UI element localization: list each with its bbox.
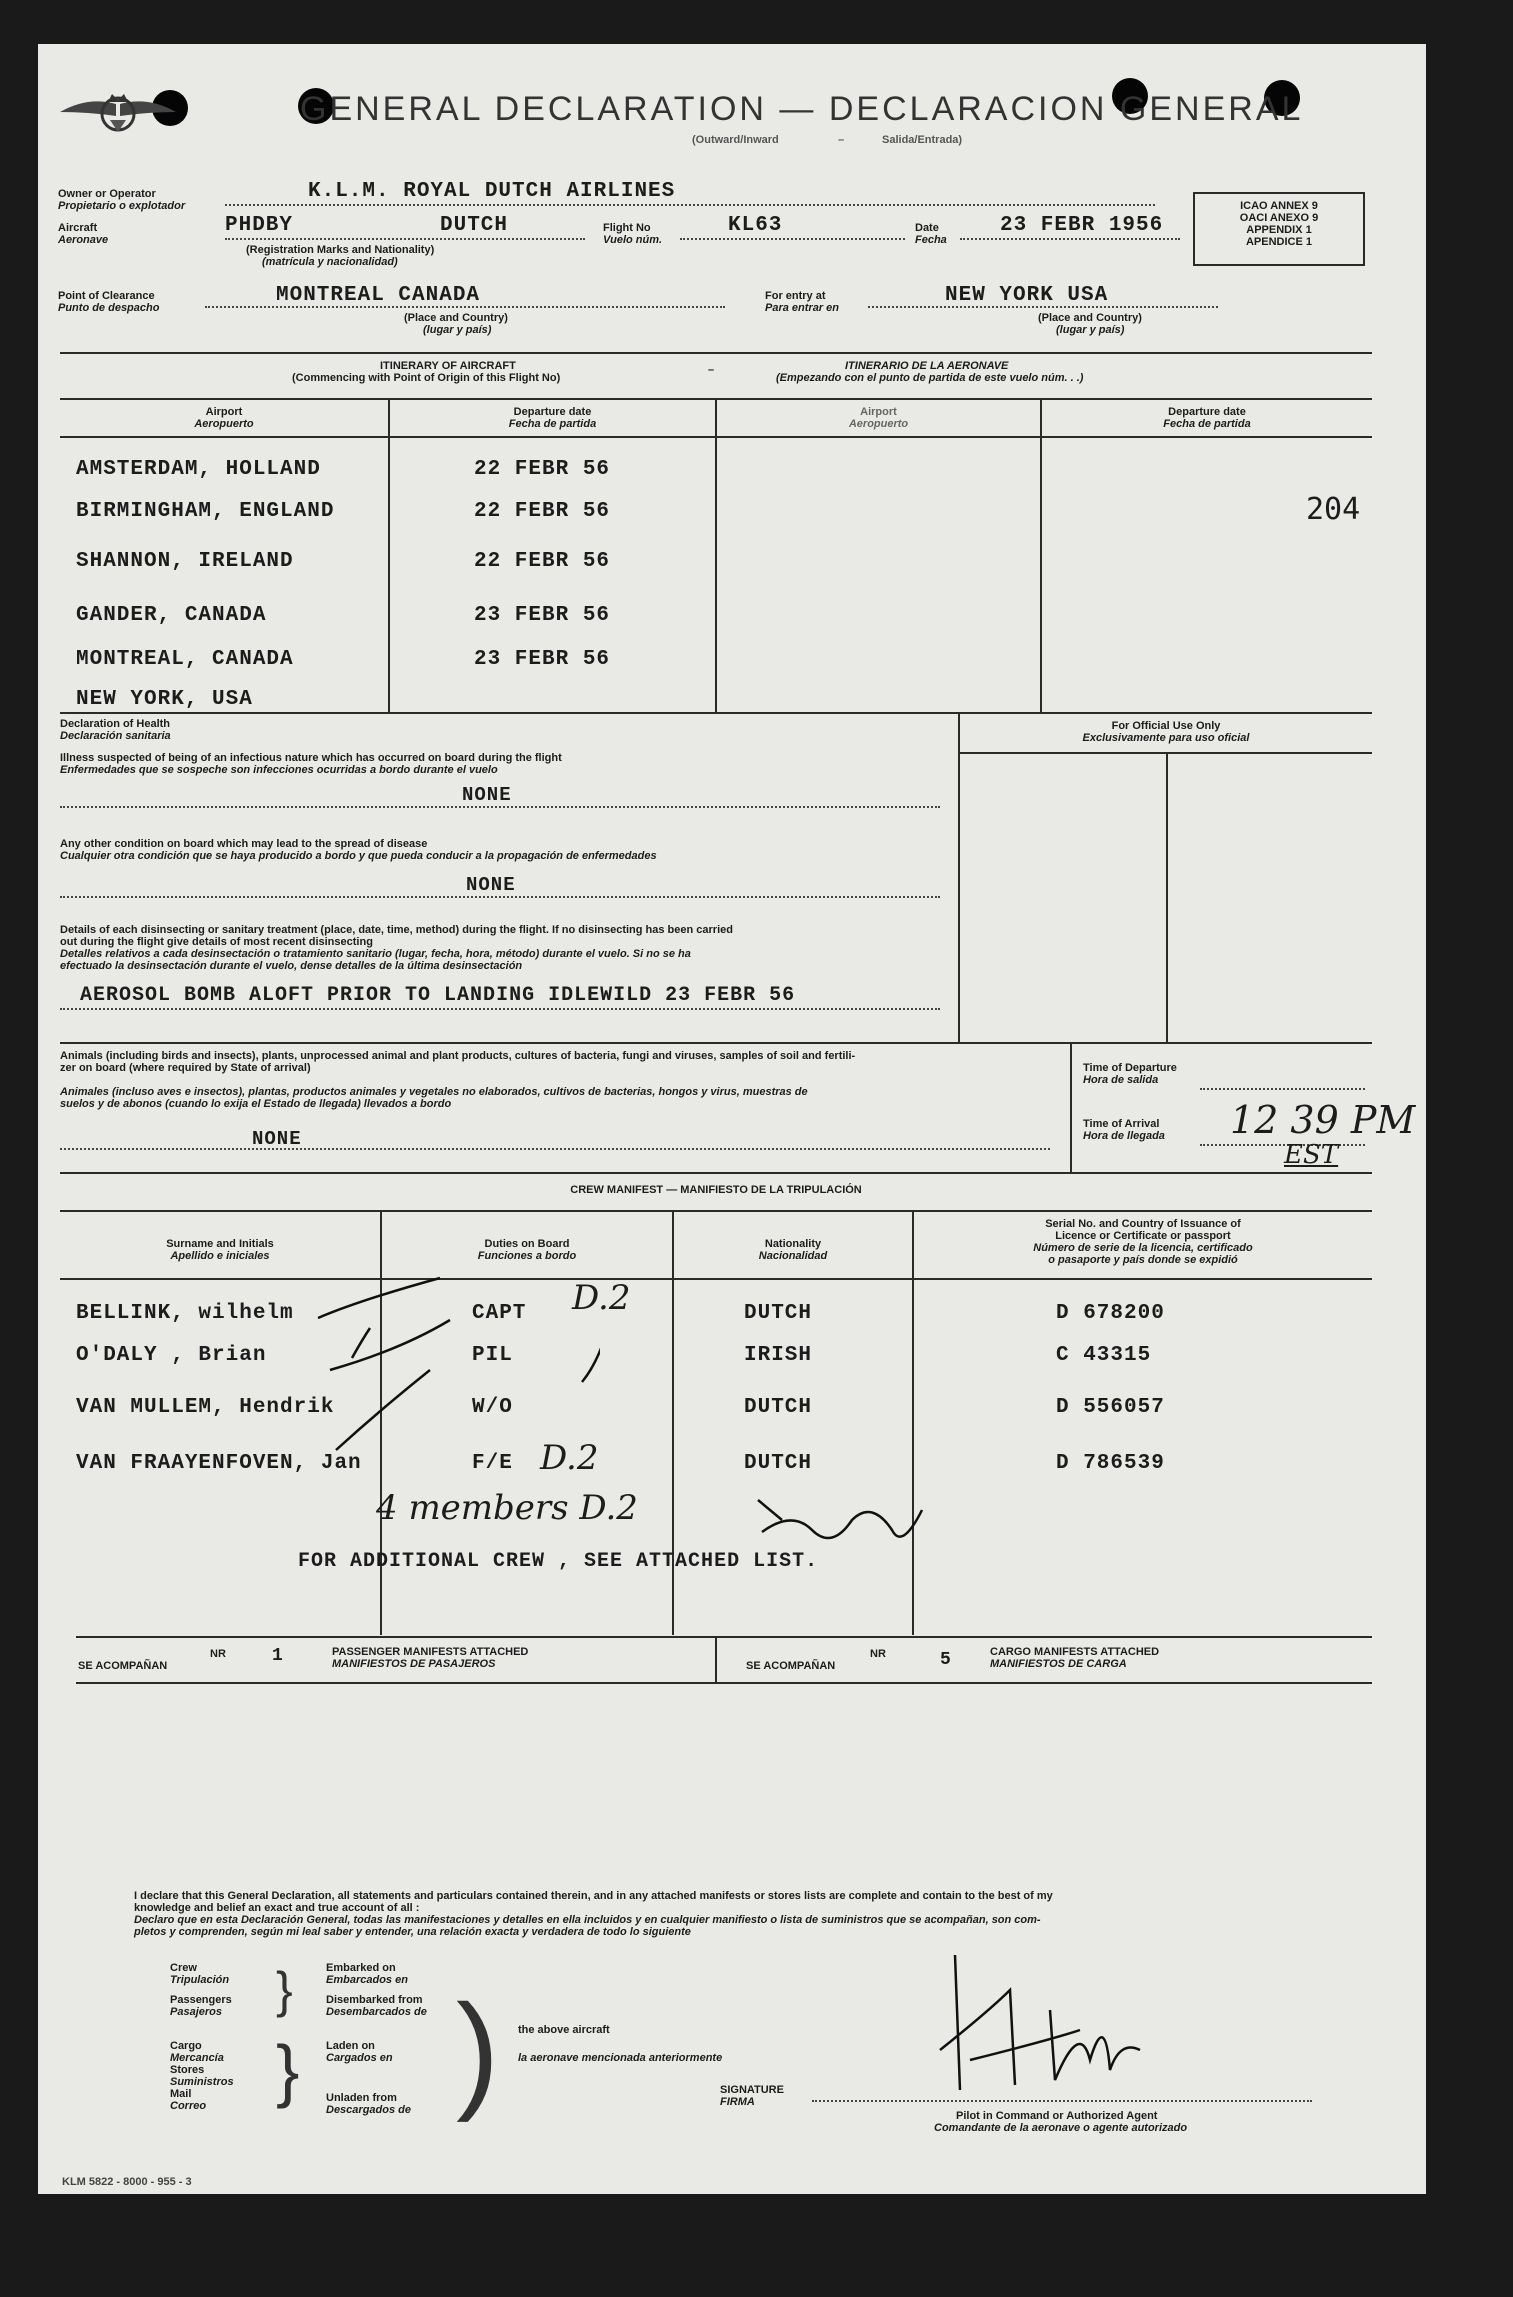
illness-label-es: Enfermedades que se sospeche son infecciones ocurridas a bordo durante el vuelo <box>60 764 498 776</box>
crew-name: O'DALY , Brian <box>76 1344 267 1367</box>
entry-value: NEW YORK USA <box>945 284 1109 307</box>
icao-line-3: APPENDIX 1 <box>1246 224 1312 236</box>
handwritten-d2-fe: D.2 <box>540 1438 599 1478</box>
illness-value: NONE <box>462 784 512 806</box>
passenger-manifest-label-es: MANIFIESTOS DE PASAJEROS <box>332 1658 496 1670</box>
icao-line-2: OACI ANEXO 9 <box>1239 212 1319 224</box>
declaration-text: I declare that this General Declaration, all statements and particulars contained therein, and in any attached manifests or stores lists are complete and contain to the best of my <box>134 1890 1053 1902</box>
handwritten-members-note: 4 members D.2 <box>376 1488 638 1528</box>
col-airport-header-2-es: Aeropuerto <box>848 418 909 430</box>
group2-stores: Stores <box>170 2064 205 2076</box>
date-label-es: Fecha <box>915 234 947 246</box>
itinerary-heading-es: ITINERARIO DE LA AERONAVE <box>845 360 1009 372</box>
col-airport-header-2: Airport <box>860 406 897 418</box>
official-use-label: For Official Use Only <box>1111 720 1221 732</box>
form-title: GENERAL DECLARATION — DECLARACION GENERAL <box>300 90 1304 128</box>
signer-label-es: Comandante de la aeronave o agente autorizado <box>934 2122 1188 2134</box>
col-departure-header-es: Fecha de partida <box>508 418 597 430</box>
owner-label-es: Propietario o explotador <box>58 200 186 212</box>
itinerary-date: 22 FEBR 56 <box>474 550 611 573</box>
arrival-time-handwritten: 12 39 PM <box>1230 1098 1416 1142</box>
cargo-manifest-count: 5 <box>940 1650 952 1670</box>
animals-label-es-2: suelos y de abonos (cuando lo exija el Estado de llegada) llevados a bordo <box>60 1098 452 1110</box>
se-acompanan-passenger: SE ACOMPAÑAN <box>78 1660 168 1672</box>
itinerary-date: 22 FEBR 56 <box>474 500 611 523</box>
disinsect-label: Details of each disinsecting or sanitary treatment (place, date, time, method) during the flight. If no disinsecting has been carried <box>60 924 733 936</box>
aircraft-ref: the above aircraft <box>518 2024 610 2036</box>
col-name-header-es: Apellido e iniciales <box>170 1250 270 1262</box>
itinerary-heading-sub-es: (Empezando con el punto de partida de este vuelo núm. . .) <box>776 372 1084 384</box>
crew-licence: D 556057 <box>1056 1396 1165 1419</box>
declaration-text-2: knowledge and belief an exact and true account of all : <box>134 1902 420 1914</box>
arrival-zone-handwritten: EST <box>1284 1140 1339 1170</box>
group1-passengers-es: Pasajeros <box>170 2006 222 2018</box>
group2-mail: Mail <box>170 2088 192 2100</box>
disinsect-value: AEROSOL BOMB ALOFT PRIOR TO LANDING IDLEWILD 23 FEBR 56 <box>80 984 796 1007</box>
animals-value: NONE <box>252 1128 302 1150</box>
handwritten-d2-capt: D.2 <box>572 1278 631 1318</box>
crew-name: BELLINK, wilhelm <box>76 1302 294 1325</box>
owner-label: Owner or Operator <box>58 188 156 200</box>
flight-label: Flight No <box>603 222 651 234</box>
nationality-value: DUTCH <box>440 214 509 237</box>
crew-duty: PIL <box>472 1344 513 1367</box>
aircraft-label-es: Aeronave <box>58 234 109 246</box>
crew-name: VAN FRAAYENFOVEN, Jan <box>76 1452 362 1475</box>
col-departure-header-2: Departure date <box>1168 406 1246 418</box>
group1-disembarked: Disembarked from <box>326 1994 423 2006</box>
itinerary-heading-sub: (Commencing with Point of Origin of this Flight No) <box>292 372 561 384</box>
handwritten-initials <box>752 1480 932 1560</box>
itinerary-airport: GANDER, CANADA <box>76 604 267 627</box>
signer-label: Pilot in Command or Authorized Agent <box>956 2110 1158 2122</box>
passenger-manifest-count: 1 <box>272 1646 284 1666</box>
time-departure-label: Time of Departure <box>1083 1062 1177 1074</box>
crew-duty: W/O <box>472 1396 513 1419</box>
group2-unladen: Unladen from <box>326 2092 397 2104</box>
crew-heading: CREW MANIFEST — MANIFIESTO DE LA TRIPULACIÓN <box>570 1184 862 1196</box>
registration-caption: (Registration Marks and Nationality) <box>246 244 435 256</box>
title-subtitle-outward: (Outward/Inward <box>692 134 779 146</box>
itinerary-airport: NEW YORK, USA <box>76 688 253 711</box>
time-arrival-label-es: Hora de llegada <box>1083 1130 1165 1142</box>
illness-label: Illness suspected of being of an infectious nature which has occurred on board during the flight <box>60 752 562 764</box>
clearance-label-es: Punto de despacho <box>58 302 160 314</box>
animals-label-es: Animales (incluso aves e insectos), plantas, productos animales y vegetales no elaborados, cultivos de bacterias, hongos y virus, muestras de <box>60 1086 808 1098</box>
captain-signature <box>930 1950 1150 2110</box>
group2-cargo-es: Mercancía <box>170 2052 224 2064</box>
col-name-header: Surname and Initials <box>166 1238 274 1250</box>
icao-annex-box <box>1193 192 1365 266</box>
crew-name: VAN MULLEM, Hendrik <box>76 1396 335 1419</box>
nr-passenger: NR <box>210 1648 226 1660</box>
place-caption-right-es: (lugar y país) <box>1056 324 1125 336</box>
additional-crew-note: FOR ADDITIONAL CREW , SEE ATTACHED LIST. <box>298 1550 819 1573</box>
cargo-manifest-label: CARGO MANIFESTS ATTACHED <box>990 1646 1160 1658</box>
crew-licence: C 43315 <box>1056 1344 1152 1367</box>
col-nationality-header: Nationality <box>764 1238 822 1250</box>
other-condition-value: NONE <box>466 874 516 896</box>
form-code: KLM 5822 - 8000 - 955 - 3 <box>62 2176 192 2188</box>
general-declaration-form <box>38 44 1426 2194</box>
col-nationality-header-es: Nacionalidad <box>758 1250 828 1262</box>
passenger-manifest-label: PASSENGER MANIFESTS ATTACHED <box>332 1646 529 1658</box>
disinsect-label-es: Detalles relativos a cada desinsectación o tratamiento sanitario (lugar, fecha, hora, método) durante el vuelo. Si no se ha <box>60 948 691 960</box>
itinerary-date: 22 FEBR 56 <box>474 458 611 481</box>
animals-label-2: zer on board (where required by State of arrival) <box>60 1062 311 1074</box>
crew-licence: D 786539 <box>1056 1452 1165 1475</box>
entry-label-es: Para entrar en <box>765 302 839 314</box>
group2-laden-es: Cargados en <box>326 2052 393 2064</box>
icao-line-4: APENDICE 1 <box>1245 236 1313 248</box>
col-departure-header-2-es: Fecha de partida <box>1163 418 1251 430</box>
registration-caption-es: (matrícula y nacionalidad) <box>262 256 398 268</box>
itinerary-date: 23 FEBR 56 <box>474 648 611 671</box>
col-licence-header-es-2: o pasaporte y país donde se expidió <box>1048 1254 1238 1266</box>
group1-passengers: Passengers <box>170 1994 232 2006</box>
other-condition-label: Any other condition on board which may lead to the spread of disease <box>60 838 428 850</box>
itinerary-airport: SHANNON, IRELAND <box>76 550 294 573</box>
place-caption-left: (Place and Country) <box>404 312 508 324</box>
place-caption-left-es: (lugar y país) <box>423 324 492 336</box>
group2-laden: Laden on <box>326 2040 375 2052</box>
flight-label-es: Vuelo núm. <box>603 234 663 246</box>
flight-value: KL63 <box>728 214 783 237</box>
time-arrival-label: Time of Arrival <box>1083 1118 1160 1130</box>
crew-licence: D 678200 <box>1056 1302 1165 1325</box>
crew-nationality: DUTCH <box>744 1302 813 1325</box>
title-subtitle-salida: Salida/Entrada) <box>882 134 963 146</box>
icao-line-1: ICAO ANNEX 9 <box>1240 200 1318 212</box>
signature-label-es: FIRMA <box>720 2096 755 2108</box>
stamp-number: 204 <box>1306 492 1361 527</box>
other-condition-label-es: Cualquier otra condición que se haya producido a bordo y que pueda conducir a la propagación de enfermedades <box>60 850 657 862</box>
itinerary-airport: BIRMINGHAM, ENGLAND <box>76 500 335 523</box>
health-heading-es: Declaración sanitaria <box>60 730 171 742</box>
animals-label: Animals (including birds and insects), plants, unprocessed animal and plant products, cultures of bacteria, fungi and viruses, samples of soil and fertili- <box>60 1050 856 1062</box>
official-use-label-es: Exclusivamente para uso oficial <box>1082 732 1250 744</box>
registration-value: PHDBY <box>225 214 294 237</box>
col-duties-header-es: Funciones a bordo <box>477 1250 577 1262</box>
signature-label: SIGNATURE <box>720 2084 784 2096</box>
crew-nationality: DUTCH <box>744 1396 813 1419</box>
group1-disembarked-es: Desembarcados de <box>326 2006 427 2018</box>
klm-crown-logo-icon <box>58 82 178 142</box>
group1-crew: Crew <box>170 1962 197 1974</box>
se-acompanan-cargo: SE ACOMPAÑAN <box>746 1660 836 1672</box>
group2-mail-es: Correo <box>170 2100 207 2112</box>
col-duties-header: Duties on Board <box>484 1238 570 1250</box>
col-departure-header: Departure date <box>513 406 592 418</box>
group1-crew-es: Tripulación <box>170 1974 230 1986</box>
group2-cargo: Cargo <box>170 2040 202 2052</box>
crew-duty: CAPT <box>472 1302 527 1325</box>
declaration-text-es: Declaro que en esta Declaración General, todas las manifestaciones y detalles en ella incluidos y en cualquier manifiesto o lista de suministros que se acompañan, son com- <box>134 1914 1041 1926</box>
itinerary-airport: MONTREAL, CANADA <box>76 648 294 671</box>
crew-nationality: IRISH <box>744 1344 813 1367</box>
declaration-text-es-2: pletos y comprenden, según mi leal saber y entender, una relación exacta y verdadera de todo lo siguiente <box>134 1926 691 1938</box>
crew-nationality: DUTCH <box>744 1452 813 1475</box>
nr-cargo: NR <box>870 1648 886 1660</box>
date-value: 23 FEBR 1956 <box>1000 214 1164 237</box>
owner-value: K.L.M. ROYAL DUTCH AIRLINES <box>308 180 676 203</box>
disinsect-label-2: out during the flight give details of most recent disinsecting <box>60 936 373 948</box>
health-heading: Declaration of Health <box>60 718 171 730</box>
itinerary-heading: ITINERARY OF AIRCRAFT <box>380 360 516 372</box>
aircraft-ref-es: la aeronave mencionada anteriormente <box>518 2052 723 2064</box>
group2-stores-es: Suministros <box>170 2076 234 2088</box>
cargo-manifest-label-es: MANIFIESTOS DE CARGA <box>990 1658 1127 1670</box>
col-airport-header: Airport <box>205 406 243 418</box>
group1-embarked-es: Embarcados en <box>326 1974 408 1986</box>
time-departure-label-es: Hora de salida <box>1083 1074 1159 1086</box>
crew-duty: F/E <box>472 1452 513 1475</box>
col-airport-header-es: Aeropuerto <box>194 418 254 430</box>
date-label: Date <box>915 222 939 234</box>
group2-unladen-es: Descargados de <box>326 2104 411 2116</box>
itinerary-airport: AMSTERDAM, HOLLAND <box>76 458 321 481</box>
col-licence-header-2: Licence or Certificate or passport <box>1055 1230 1231 1242</box>
clearance-value: MONTREAL CANADA <box>276 284 481 307</box>
aircraft-label: Aircraft <box>58 222 98 234</box>
group1-embarked: Embarked on <box>326 1962 396 1974</box>
place-caption-right: (Place and Country) <box>1038 312 1142 324</box>
col-licence-header-es: Número de serie de la licencia, certificado <box>1033 1242 1253 1254</box>
itinerary-date: 23 FEBR 56 <box>474 604 611 627</box>
entry-label: For entry at <box>765 290 826 302</box>
disinsect-label-es-2: efectuado la desinsectación durante el vuelo, dense detalles de la última desinsectación <box>60 960 523 972</box>
clearance-label: Point of Clearance <box>58 290 155 302</box>
col-licence-header: Serial No. and Country of Issuance of <box>1045 1218 1241 1230</box>
